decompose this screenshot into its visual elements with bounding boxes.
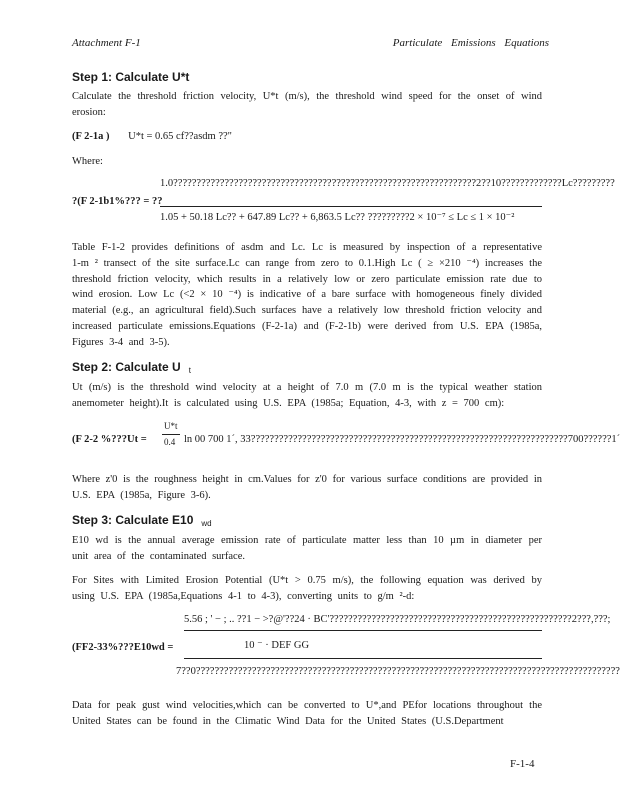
equation-f-2-2-body: ln 00 700 1´, 33????????????????????????????????????????????????????????????????????700??????1´ — [184, 433, 620, 445]
equation-f-2-1b — [72, 176, 615, 234]
equation-f-2-1b-numerator: 1.0?????????????????????????????????????????????????????????????????2??10?????????????Lc????????? — [160, 178, 615, 189]
step-1-heading: Step 1: Calculate U*t — [72, 70, 190, 84]
fraction-bar-lower — [184, 658, 542, 659]
equation-f-2-3-bottom: 7??0??????????????????????????????????????????????????????????????????????????????????????????? — [176, 666, 620, 678]
document-body — [72, 68, 620, 738]
page-number: F-1-4 — [510, 758, 535, 770]
step-3-heading — [72, 511, 542, 530]
equation-f-2-2-numerator: U*t — [164, 420, 178, 431]
where-label: Where: — [72, 156, 103, 168]
equation-f-2-1a-tag: (F 2-1a ) — [72, 130, 110, 142]
fraction-bar-upper — [184, 630, 542, 631]
equation-f-2-1b-tag: ?(F 2-1b1%??? = ?? — [72, 196, 163, 207]
step-1-section — [72, 68, 615, 350]
header-attachment-label: Attachment F-1 — [72, 37, 141, 49]
header-section-title: Particulate Emissions Equations — [392, 37, 549, 49]
step-3-intro: E10 wd is the annual average emission rate of particulate matter less than 10 µm in diameter per unit area of the contaminated surface. — [72, 535, 542, 562]
equation-f-2-3-tag: (FF2-33%???E10wd = — [72, 642, 174, 654]
step-2-heading-subscript: t — [188, 366, 191, 376]
step-1-intro: Calculate the threshold friction velocity, U*t (m/s), the threshold wind speed for the onset of wind erosion: — [72, 91, 542, 118]
fraction-bar — [160, 206, 542, 207]
equation-f-2-2-denominator: 0.4 — [164, 436, 176, 447]
fraction-bar — [162, 434, 180, 435]
equation-f-2-2-tag: (F 2-2 %???Ut = — [72, 433, 147, 445]
step-2-heading-text: Step 2: Calculate U — [72, 360, 181, 375]
step-3-section — [72, 511, 620, 730]
equation-f-2-1a-body: U*t = 0.65 cf??asdm ??" — [128, 130, 232, 142]
step-3-paragraph: Data for peak gust wind velocities,which can be converted to U*,and PEfor locations throughout the United States can be found in the Climatic Wind Data for the United States (U.S.Department — [72, 700, 542, 727]
equation-f-2-1a — [72, 129, 542, 145]
step-3-heading-subscript: wd — [201, 519, 212, 529]
step-2-intro: Ut (m/s) is the threshold wind velocity at a height of 7.0 m (7.0 m is the typical weather station anemometer height).It is calculated using U.S. EPA (1985a; Equation, 4-3, with z = 700 cm): — [72, 382, 542, 409]
step-3-heading-text: Step 3: Calculate E10 — [72, 513, 194, 528]
step-3-conditions: For Sites with Limited Erosion Potential (U*t > 0.75 m/s), the following equation was derived by using U.S. EPA (1985a,Equations 4-1 to 4-3), converting units to g/m ²-d: — [72, 574, 542, 602]
equation-f-2-1b-denominator: 1.05 + 50.18 Lc?? + 647.89 Lc?? + 6,863.5 Lc?? ?????????2 × 10⁻⁷ ≤ Lc ≤ 1 × 10⁻² — [160, 212, 515, 223]
equation-f-2-3-middle: 10 ⁻ · DEF GG — [244, 640, 310, 652]
equation-f-2-3 — [72, 612, 620, 688]
equation-f-2-2 — [72, 420, 620, 460]
step-1-paragraph: Table F-1-2 provides definitions of asdm and Lc. Lc is measured by inspection of a representative 1-m ² transect of the site surface.Lc can range from zero to 0.1.High Lc ( ≥ ×210 ⁻⁴) increases the threshold friction velocity, which results in a relatively low or zero particulate emission rate due to wind erosion. Low Lc (<2 × 10 ⁻⁴) is indicative of a bare surface with homogeneous finely divided material (e.g., an agricultural field).Such surfaces have a relatively low threshold friction velocity and increased particulate emissions.Equations (F-2-1a) and (F-2-1b) were derived from U.S. EPA (1985a, Figures 3-4 and 3-5). — [72, 242, 542, 348]
step-2-section — [72, 358, 620, 503]
step-2-paragraph: Where z'0 is the roughness height in cm.Values for z'0 for various surface conditions are provided in U.S. EPA (1985a, Figure 3-6). — [72, 473, 542, 501]
equation-f-2-3-top: 5.56 ; ' − ; .. ??1 − >?@'??24 · BC'????????????????????????????????????????????????????2???,???; — [184, 614, 611, 626]
step-2-heading — [72, 358, 542, 377]
